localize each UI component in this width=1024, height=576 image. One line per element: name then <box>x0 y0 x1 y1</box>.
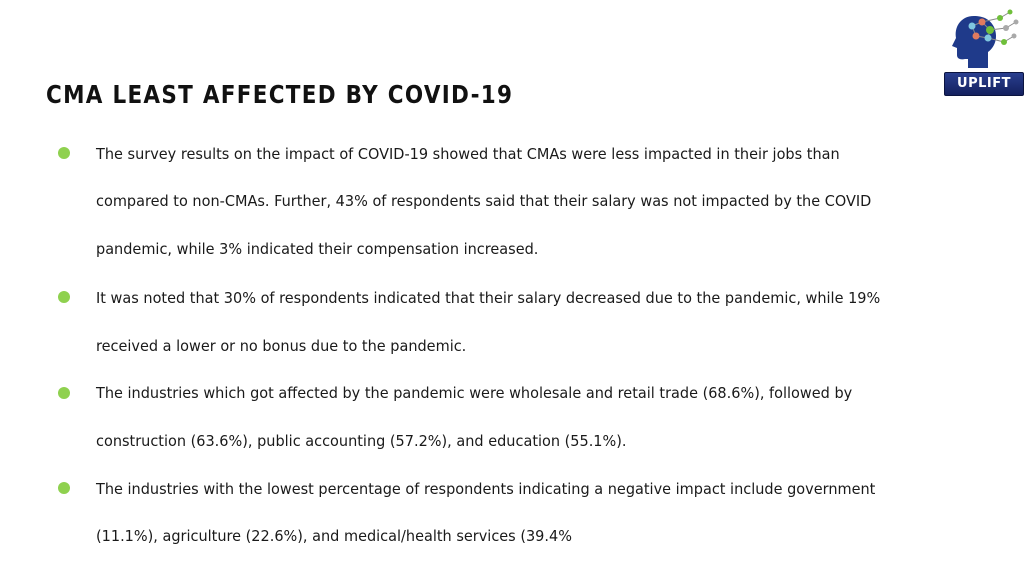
bullet-1-line-2: compared to non-CMAs. Further, 43% of respondents said that their salary was not impacted by the COVID <box>96 192 872 210</box>
bullet-3-line-2: construction (63.6%), public accounting (57.2%), and education (55.1%). <box>96 432 627 450</box>
bullet-2-line-2: received a lower or no bonus due to the pandemic. <box>96 337 467 355</box>
bullet-marker <box>58 387 70 399</box>
logo-text: UPLIFT <box>944 72 1024 96</box>
bullet-3-line-1: The industries which got affected by the pandemic were wholesale and retail trade (68.6%), followed by <box>96 384 853 402</box>
bullet-marker <box>58 291 70 303</box>
bullet-2-line-1: It was noted that 30% of respondents indicated that their salary decreased due to the pandemic, while 19% <box>96 289 881 307</box>
bullet-4-line-1: The industries with the lowest percentage of respondents indicating a negative impact include government <box>96 480 876 498</box>
bullet-marker <box>58 482 70 494</box>
bullet-1-line-1: The survey results on the impact of COVID-19 showed that CMAs were less impacted in their jobs than <box>96 145 840 163</box>
bullet-1-line-3: pandemic, while 3% indicated their compensation increased. <box>96 240 539 258</box>
bullet-4-line-2: (11.1%), agriculture (22.6%), and medical/health services (39.4% <box>96 527 572 545</box>
bullet-marker <box>58 147 70 159</box>
slide-title: CMA LEAST AFFECTED BY COVID-19 <box>46 80 514 109</box>
